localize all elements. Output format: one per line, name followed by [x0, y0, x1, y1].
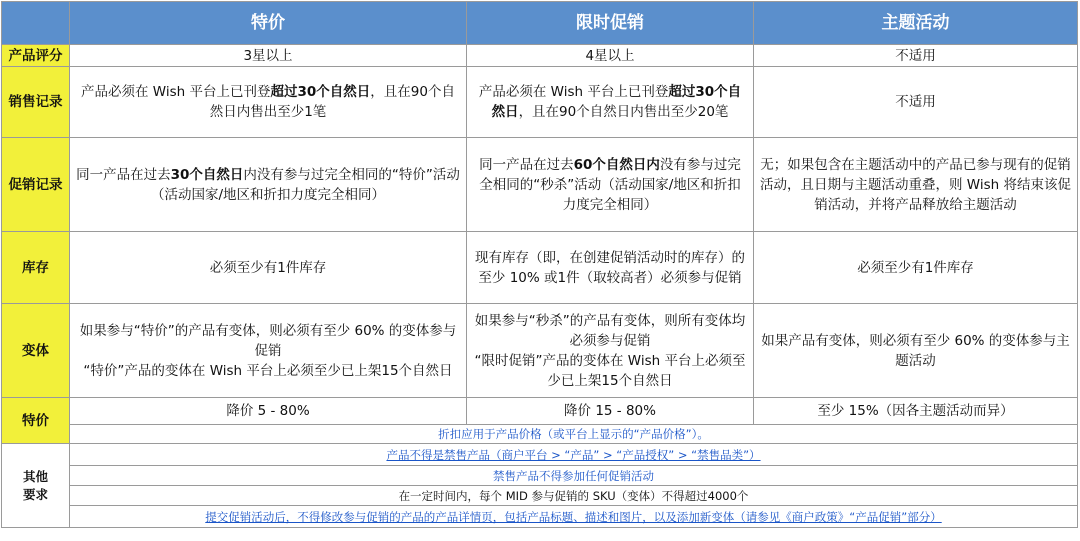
promo-special-text-bold: 30个自然日 — [170, 166, 244, 183]
cell-sales-theme: 不适用 — [754, 67, 1078, 138]
rowhead-other — [2, 444, 70, 528]
row-other-3 — [2, 466, 1078, 486]
row-promo-history — [2, 138, 1078, 232]
promo-flash-text-c: 没有参与过完全相同的“秒杀”活动（活动国家/地区和折扣力度完全相同） — [479, 156, 741, 213]
rowhead-discount: 特价 — [2, 398, 70, 444]
header-special-price: 特价 — [70, 2, 467, 45]
cell-discount-theme: 至少 15%（因各主题活动而异） — [754, 398, 1078, 425]
sales-flash-text-a: 产品必须在 Wish 平台上已刊登 — [478, 84, 669, 100]
other-item-1 — [70, 425, 1078, 444]
row-variant — [2, 304, 1078, 398]
rowhead-stock: 库存 — [2, 232, 70, 304]
row-stock — [2, 232, 1078, 304]
cell-variant-theme: 如果产品有变体，则必须有至少 60% 的变体参与主题活动 — [754, 304, 1078, 398]
cell-promo-special — [70, 138, 467, 232]
sales-special-text-c: ，且在90个自然日内售出至少1笔 — [209, 84, 455, 120]
other-item-5 — [70, 506, 1078, 528]
sales-flash-text-c: ，且在90个自然日内售出至少20笔 — [518, 104, 729, 120]
promo-special-text-d: （活动国家/地区和折扣力度完全相同） — [150, 186, 386, 203]
header-row — [2, 2, 1078, 45]
row-discount — [2, 398, 1078, 425]
promo-special-text-a: 同一产品在过去 — [76, 166, 171, 183]
row-other-4 — [2, 486, 1078, 506]
promo-special-text-c: 内没有参与过完全相同的“特价”活动 — [243, 166, 460, 183]
cell-rating-flash: 4星以上 — [467, 45, 754, 67]
cell-sales-flash — [467, 67, 754, 138]
cell-discount-special: 降价 5 - 80% — [70, 398, 467, 425]
promo-flash-text-bold: 60个自然日内 — [573, 156, 660, 173]
row-other-1 — [2, 425, 1078, 444]
cell-stock-flash: 现有库存（即，在创建促销活动时的库存）的至少 10% 或1件（取较高者）必须参与促销 — [467, 232, 754, 304]
cell-variant-special — [70, 304, 467, 398]
rowhead-sales: 销售记录 — [2, 67, 70, 138]
other-item-4-text: 在一定时间内，每个 MID 参与促销的 SKU（变体）不得超过4000个 — [398, 488, 749, 503]
rowhead-variant: 变体 — [2, 304, 70, 398]
cell-variant-flash — [467, 304, 754, 398]
other-item-3-text: 禁售产品不得参加任何促销活动 — [493, 468, 654, 483]
row-other-5 — [2, 506, 1078, 528]
sales-flash-text-bold: 超过30个自然日 — [491, 84, 742, 120]
sales-special-text-bold: 超过30个自然日 — [270, 84, 371, 100]
rowhead-promo-history: 促销记录 — [2, 138, 70, 232]
cell-sales-special — [70, 67, 467, 138]
other-item-2-text[interactable]: 产品不得是禁售产品（商户平台 > “产品” > “产品授权” > “禁售品类”） — [386, 447, 761, 462]
variant-flash-text-b: “限时促销”产品的变体在 Wish 平台上必须至少已上架15个自然日 — [474, 352, 746, 389]
promo-flash-text-a: 同一产品在过去 — [479, 156, 574, 173]
promotion-comparison-table — [1, 1, 1078, 528]
other-item-2 — [70, 444, 1078, 466]
other-item-5-text[interactable]: 提交促销活动后，不得修改参与促销的产品的产品详情页，包括产品标题、描述和图片，以及添加新变体（请参见《商户政策》“产品促销”部分） — [205, 509, 942, 524]
rowhead-rating: 产品评分 — [2, 45, 70, 67]
row-rating — [2, 45, 1078, 67]
cell-rating-special: 3星以上 — [70, 45, 467, 67]
rowhead-other-label: 其他要求 — [22, 468, 48, 502]
cell-stock-special: 必须至少有1件库存 — [70, 232, 467, 304]
cell-discount-flash: 降价 15 - 80% — [467, 398, 754, 425]
header-flash-sale: 限时促销 — [467, 2, 754, 45]
header-theme-event: 主题活动 — [754, 2, 1078, 45]
sales-special-text-a: 产品必须在 Wish 平台上已刊登 — [81, 84, 271, 100]
other-item-1-text: 折扣应用于产品价格（或平台上显示的“产品价格”）。 — [438, 427, 709, 441]
other-item-3 — [70, 466, 1078, 486]
header-corner — [2, 2, 70, 45]
cell-promo-flash — [467, 138, 754, 232]
promotion-comparison-table-wrapper — [1, 1, 1077, 539]
cell-rating-theme: 不适用 — [754, 45, 1078, 67]
other-item-4 — [70, 486, 1078, 506]
row-sales — [2, 67, 1078, 138]
variant-flash-text-a: 如果参与“秒杀”的产品有变体，则所有变体均必须参与促销 — [474, 312, 746, 349]
cell-promo-theme: 无；如果包含在主题活动中的产品已参与现有的促销活动，且日期与主题活动重叠，则 Wish 将结束该促销活动，并将产品释放给主题活动 — [754, 138, 1078, 232]
row-other-2 — [2, 444, 1078, 466]
cell-stock-theme: 必须至少有1件库存 — [754, 232, 1078, 304]
variant-special-text-a: 如果参与“特价”的产品有变体，则必须有至少 60% 的变体参与促销 — [79, 322, 457, 359]
variant-special-text-b: “特价”产品的变体在 Wish 平台上必须至少已上架15个自然日 — [83, 362, 453, 379]
